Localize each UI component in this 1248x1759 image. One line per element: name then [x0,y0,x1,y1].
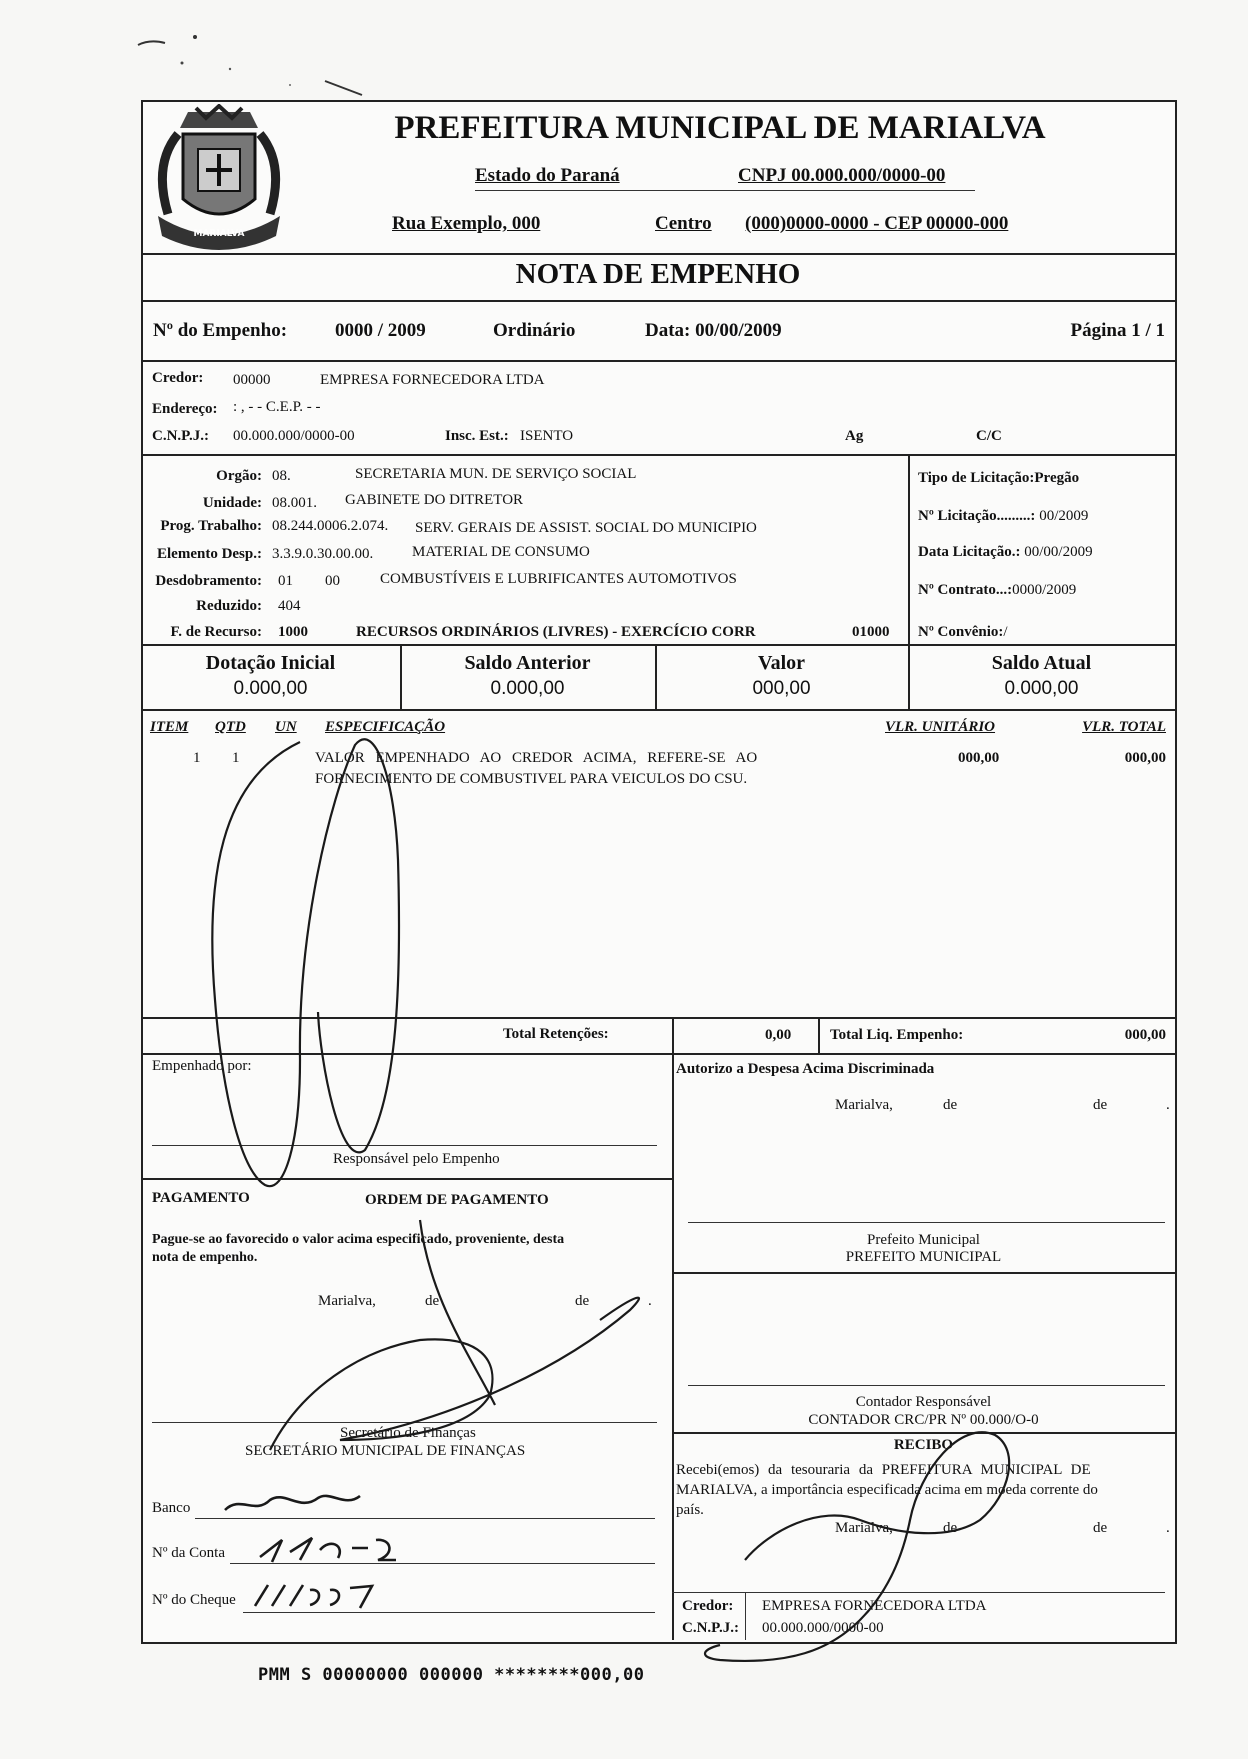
autorizo-city: Marialva, [835,1097,893,1113]
divider [141,1178,672,1180]
column-divider [818,1017,820,1053]
contrato-label: Nº Contrato...: [918,582,1013,598]
recibo-text-2: MARIALVA, a importância especificada acima em moeda corrente do [676,1482,1098,1498]
desdobramento-name: COMBUSTÍVEIS E LUBRIFICANTES AUTOMOTIVOS [380,571,737,587]
pagamento-text-2: nota de empenho. [152,1250,258,1265]
document-title: NOTA DE EMPENHO [515,258,801,290]
ordem-pagamento-title: ORDEM DE PAGAMENTO [365,1192,549,1208]
secretario-name: Secretário de Finanças [340,1425,476,1441]
saldo-anterior-value: 0.000,00 [490,678,565,699]
recurso-code: 1000 [278,624,308,640]
recurso-label: F. de Recurso: [170,624,262,640]
recibo-de-2: de [1093,1520,1108,1536]
cheque-label: Nº do Cheque [152,1592,236,1608]
credor-code: 00000 [233,372,271,388]
page-title: PREFEITURA MUNICIPAL DE MARIALVA [394,110,1046,146]
divider [141,1053,1175,1055]
row-spec-line2: FORNECIMENTO DE COMBUSTIVEL PARA VEICULOS DO CSU. [315,771,748,787]
empenho-date: Data: 00/00/2009 [645,320,782,341]
liq-empenho-label: Total Liq. Empenho: [830,1027,964,1043]
recibo-de-1: de [943,1520,958,1536]
licitacao-number: 00/2009 [1039,508,1089,524]
pagamento-city: Marialva, [318,1293,376,1309]
unidade-name: GABINETE DO DITRETOR [345,492,524,508]
desdobramento-a: 01 [278,573,293,589]
contador-name: Contador Responsável [855,1394,992,1410]
recibo-dot: . [1166,1520,1170,1536]
total-value-header: VLR. TOTAL [1082,719,1166,735]
printed-stamp: PMM S 00000000 000000 ********000,00 [258,1665,645,1685]
item-header: ITEM [150,719,189,735]
divider [141,709,1175,711]
scan-specks [130,25,390,100]
pagamento-label: PAGAMENTO [152,1190,250,1206]
contrato-number: 0000/2009 [1012,582,1077,598]
agency-label: Ag [845,428,864,444]
credor-cnpj-label: C.N.P.J.: [152,428,209,444]
signature-line [688,1385,1165,1386]
svg-text:MARIALVA: MARIALVA [193,229,245,239]
divider [141,1017,1175,1019]
reduzido-label: Reduzido: [196,598,262,614]
licitacao-number-label: Nº Licitação.........: [918,508,1036,524]
signature-line [152,1145,657,1146]
insc-value: ISENTO [520,428,574,444]
municipal-cnpj: CNPJ 00.000.000/0000-00 [738,165,946,186]
credor-name: EMPRESA FORNECEDORA LTDA [320,372,545,388]
pagamento-de-1: de [425,1293,440,1309]
retencoes-value: 0,00 [765,1027,792,1043]
state-name: Estado do Paraná [475,165,620,186]
signature-line [688,1222,1165,1223]
unit-value-header: VLR. UNITÁRIO [885,719,996,735]
state-underline [475,190,975,191]
secretario-role: SECRETÁRIO MUNICIPAL DE FINANÇAS [245,1443,526,1459]
conta-line [230,1563,655,1564]
prog-name: SERV. GERAIS DE ASSIST. SOCIAL DO MUNICIPIO [415,520,757,536]
elemento-label: Elemento Desp.: [157,546,262,562]
qtd-header: QTD [215,719,246,735]
orgao-code: 08. [272,468,291,484]
signature-line [152,1422,657,1423]
orgao-name: SECRETARIA MUN. DE SERVIÇO SOCIAL [355,466,637,482]
spec-header: ESPECIFICAÇÃO [325,719,446,735]
recibo-credor-label: Credor: [682,1598,734,1614]
empenho-number: 0000 / 2009 [335,320,426,341]
autorizo-label: Autorizo a Despesa Acima Discriminada [676,1061,935,1077]
municipal-coat-of-arms-icon [148,104,290,256]
retencoes-label: Total Retenções: [503,1026,609,1042]
empenhado-label: Empenhado por: [152,1058,252,1074]
recibo-cnpj: 00.000.000/0000-00 [762,1620,884,1636]
row-spec-line1: VALOR EMPENHADO AO CREDOR ACIMA, REFERE-SE AO [315,750,758,766]
licitacao-date: 00/00/2009 [1024,544,1093,560]
insc-label: Insc. Est.: [445,428,509,444]
prefeito-name: Prefeito Municipal [867,1232,980,1248]
prog-label: Prog. Trabalho: [160,518,262,534]
divider [672,1432,1175,1434]
credor-label: Credor: [152,370,204,386]
unidade-label: Unidade: [202,495,262,511]
reduzido-value: 404 [278,598,301,614]
column-divider [745,1592,746,1640]
recurso-name: RECURSOS ORDINÁRIOS (LIVRES) - EXERCÍCIO CORR [356,624,756,640]
row-total-value: 000,00 [1124,750,1166,766]
page-number: Página 1 / 1 [1070,320,1165,341]
divider [672,1272,1175,1274]
unidade-code: 08.001. [272,495,317,511]
address-street: Rua Exemplo, 000 [392,213,541,234]
divider [141,360,1175,362]
prefeito-role: PREFEITO MUNICIPAL [845,1249,1002,1265]
pagamento-dot: . [648,1293,652,1309]
recibo-title: RECIBO [893,1437,954,1453]
conta-label: Nº da Conta [152,1545,225,1561]
recibo-credor-name: EMPRESA FORNECEDORA LTDA [762,1598,987,1614]
address-label: Endereço: [152,401,218,417]
column-divider [672,1017,674,1053]
banco-line [195,1518,655,1519]
saldo-atual-value: 0.000,00 [1004,678,1079,699]
divider [141,253,1175,255]
saldo-anterior-label: Saldo Anterior [464,652,591,674]
credor-cnpj: 00.000.000/0000-00 [233,428,355,444]
convenio-number: / [1003,624,1008,640]
elemento-code: 3.3.9.0.30.00.00. [272,546,374,562]
empenhado-name: Responsável pelo Empenho [333,1151,500,1167]
contador-role: CONTADOR CRC/PR Nº 00.000/O-0 [808,1412,1039,1428]
autorizo-de-2: de [1093,1097,1108,1113]
row-item: 1 [193,750,201,766]
desdobramento-b: 00 [325,573,340,589]
licitacao-type: Tipo de Licitação:Pregão [918,470,1080,486]
convenio-label: Nº Convênio: [918,624,1004,640]
recibo-text-3: país. [676,1502,704,1518]
recibo-text-1: Recebi(emos) da tesouraria da PREFEITURA MUNICIPAL DE [676,1462,1091,1478]
banco-label: Banco [152,1500,191,1516]
prog-code: 08.244.0006.2.074. [272,518,389,534]
cheque-line [243,1612,655,1613]
divider [141,644,1175,646]
licitacao-date-label: Data Licitação.: [918,544,1021,560]
column-divider [672,1053,674,1640]
recurso-code-2: 01000 [852,624,890,640]
elemento-name: MATERIAL DE CONSUMO [412,544,590,560]
row-qtd: 1 [232,750,240,766]
dotacao-label: Dotação Inicial [205,652,336,674]
credor-address: : , - - C.E.P. - - [233,399,321,415]
valor-label: Valor [757,652,806,674]
empenho-type: Ordinário [493,320,576,341]
column-divider [908,454,910,644]
pagamento-de-2: de [575,1293,590,1309]
row-unit-value: 000,00 [958,750,1000,766]
desdobramento-label: Desdobramento: [155,573,262,589]
divider [141,454,1175,456]
autorizo-dot: . [1166,1097,1170,1113]
address-phone-cep: (000)0000-0000 - CEP 00000-000 [745,213,1009,234]
pagamento-text-1: Pague-se ao favorecido o valor acima especificado, proveniente, desta [152,1232,565,1247]
empenho-number-label: Nº do Empenho: [153,320,288,341]
valor-value: 000,00 [752,678,811,699]
recibo-city: Marialva, [835,1520,893,1536]
account-label: C/C [976,428,1002,444]
dotacao-value: 0.000,00 [233,678,308,699]
un-header: UN [275,719,297,735]
divider [141,300,1175,302]
saldo-atual-label: Saldo Atual [991,652,1092,674]
recibo-cnpj-label: C.N.P.J.: [682,1620,739,1636]
address-neighborhood: Centro [655,213,712,234]
orgao-label: Orgão: [216,468,262,484]
liq-empenho-value: 000,00 [1124,1027,1166,1043]
autorizo-de-1: de [943,1097,958,1113]
